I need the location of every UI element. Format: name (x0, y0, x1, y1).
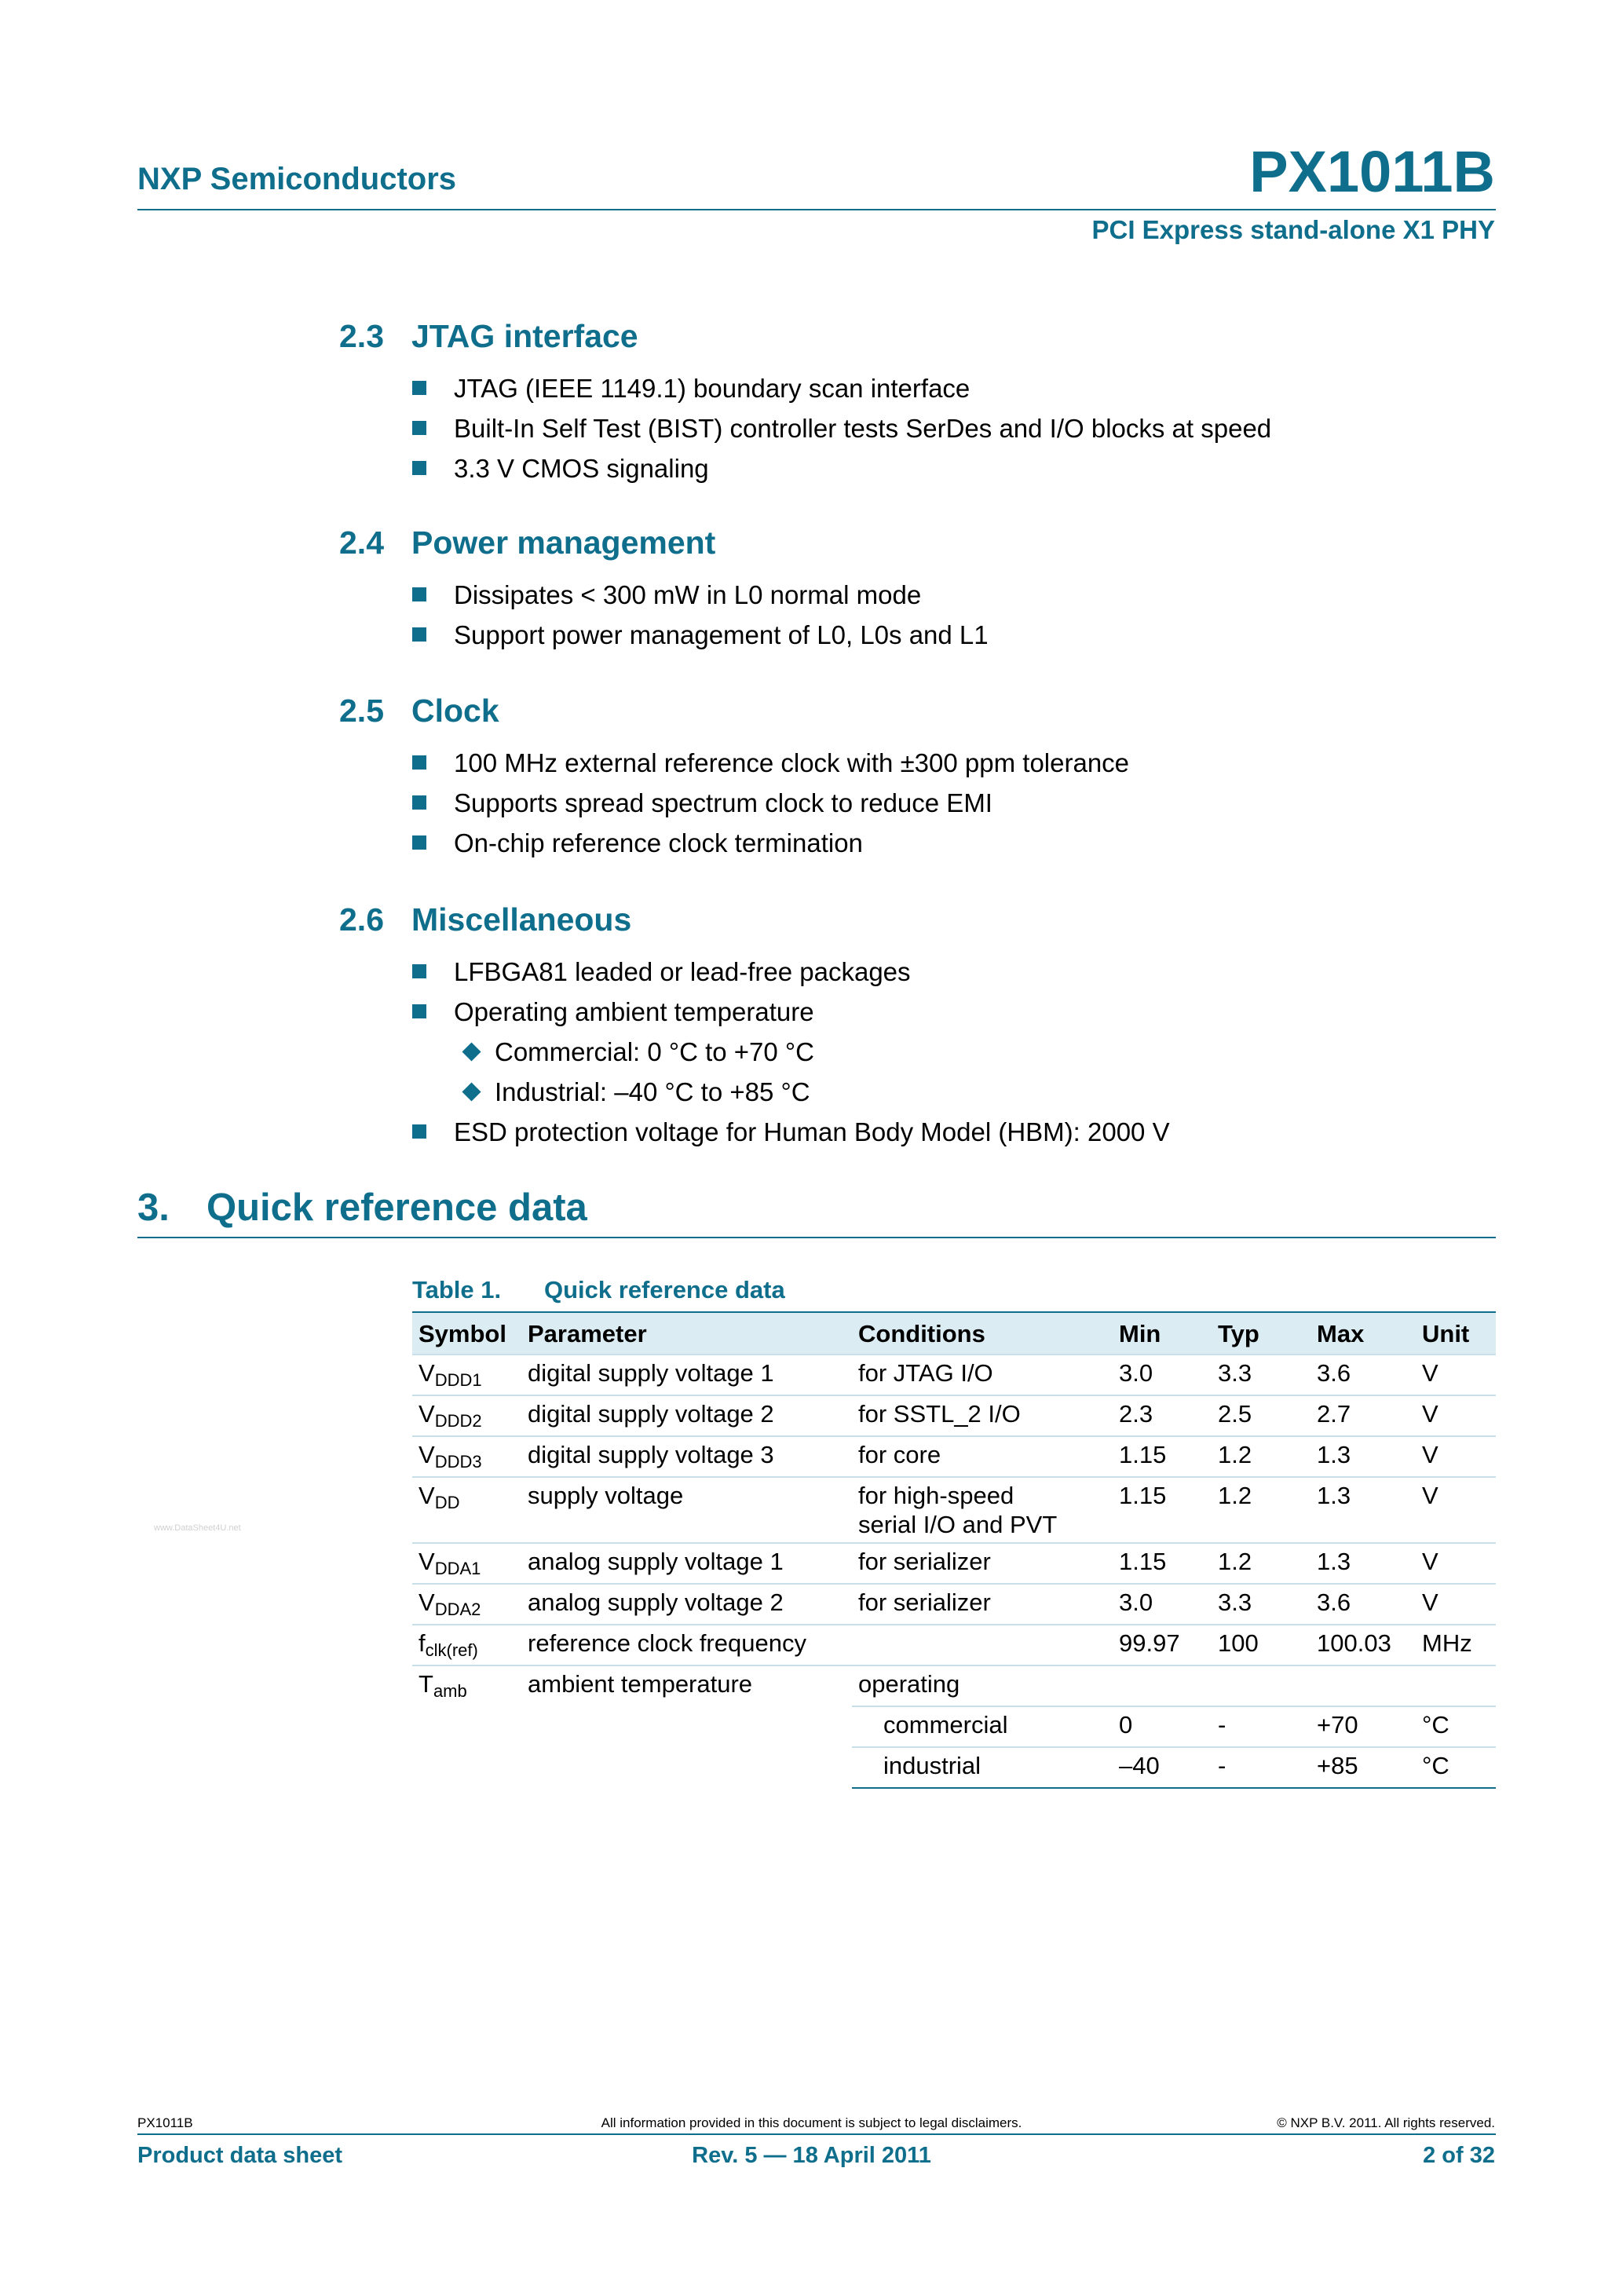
cell-parameter: digital supply voltage 2 (521, 1395, 852, 1436)
cell-symbol: $V_{DD}$ (412, 1477, 521, 1543)
square-bullet-icon (412, 835, 426, 850)
square-bullet-icon (412, 795, 426, 810)
cell-typ: 100 (1212, 1625, 1310, 1665)
cell-min: 3.0 (1113, 1355, 1212, 1395)
cell-min: 3.0 (1113, 1584, 1212, 1625)
cell-conditions: operating (852, 1665, 1113, 1706)
section-number: 3. (137, 1186, 170, 1229)
cell-typ: 1.2 (1212, 1477, 1310, 1543)
cell-parameter: supply voltage (521, 1477, 852, 1543)
cell-parameter: reference clock frequency (521, 1625, 852, 1665)
square-bullet-icon (412, 755, 426, 770)
cell-conditions: for SSTL_2 I/O (852, 1395, 1113, 1436)
cell-min: 1.15 (1113, 1436, 1212, 1477)
table-row (412, 1665, 1496, 1706)
cell-conditions: commercial (852, 1706, 1113, 1747)
section-title: Miscellaneous (411, 901, 632, 938)
footer-doc-id: PX1011B (137, 2115, 193, 2130)
footer-doc-type: Product data sheet (137, 2143, 343, 2168)
cell-symbol: $V_{DDA1}$ (412, 1543, 521, 1584)
cell-max: 2.7 (1310, 1395, 1416, 1436)
section-heading-misc (339, 901, 631, 938)
cell-symbol: $f_{clk(ref)}$ (412, 1625, 521, 1665)
footer-rule (137, 2133, 1496, 2135)
table-row (412, 1436, 1496, 1477)
square-bullet-icon (412, 1004, 426, 1018)
column-header-symbol: Symbol (412, 1312, 521, 1355)
cell-symbol: $V_{DDD1}$ (412, 1355, 521, 1395)
cell-typ: 2.5 (1212, 1395, 1310, 1436)
diamond-bullet-icon (462, 1082, 481, 1101)
column-header-min: Min (1113, 1312, 1212, 1355)
footer-copyright: © NXP B.V. 2011. All rights reserved. (1277, 2115, 1495, 2130)
cell-unit: °C (1416, 1706, 1496, 1747)
cell-typ: 1.2 (1212, 1436, 1310, 1477)
section-title: Clock (411, 693, 499, 729)
section-heading-clock (339, 693, 499, 729)
column-header-conditions: Conditions (852, 1312, 1113, 1355)
cell-conditions: for serializer (852, 1584, 1113, 1625)
table-row (412, 1477, 1496, 1543)
cell-unit: V (1416, 1436, 1496, 1477)
table-row (412, 1625, 1496, 1665)
cell-conditions (852, 1625, 1113, 1665)
cell-unit: V (1416, 1395, 1496, 1436)
cell-conditions: for JTAG I/O (852, 1355, 1113, 1395)
square-bullet-icon (412, 421, 426, 435)
column-header-parameter: Parameter (521, 1312, 852, 1355)
cell-max: 3.6 (1310, 1584, 1416, 1625)
section-number: 2.3 (339, 318, 384, 354)
cell-min: 99.97 (1113, 1625, 1212, 1665)
square-bullet-icon (412, 964, 426, 978)
footer-revision: Rev. 5 — 18 April 2011 (692, 2143, 931, 2168)
cell-conditions: for high-speed serial I/O and PVT (852, 1477, 1113, 1543)
table-caption (412, 1276, 785, 1304)
cell-max: +85 (1310, 1747, 1416, 1788)
cell-min: 1.15 (1113, 1543, 1212, 1584)
footer-disclaimer: All information provided in this document is subject to legal disclaimers. (601, 2115, 1022, 2130)
cell-unit: V (1416, 1584, 1496, 1625)
cell-symbol: $V_{DDA2}$ (412, 1584, 521, 1625)
cell-unit: V (1416, 1355, 1496, 1395)
cell-min: –40 (1113, 1747, 1212, 1788)
cell-min: 0 (1113, 1706, 1212, 1747)
cell-unit: V (1416, 1543, 1496, 1584)
cell-symbol: $T_{amb}$ (412, 1665, 521, 1788)
section-number: 2.5 (339, 693, 384, 729)
cell-typ: 1.2 (1212, 1543, 1310, 1584)
datasheet-page: NXP Semiconductors PX1011B PCI Express stand-alone X1 PHY 2.3 JTAG interface JTAG (IEEE 1149.1) boundary scan interface Built-In Self Test (BIST) controller tests SerDes and I/O blocks at speed 3.3 V CMOS signaling 2.4 Power management Dissipates < 300 mW in L0 normal mode Support power management of L0, L0s and L1 2.5 Clock 100 MHz external reference clock with ±300 ppm tolerance Supports spread spectrum clock to reduce EMI On-chip reference clock termination 2.6 Miscellaneous LFBGA81 leaded or lead-free packages Operating ambient temperature Commercial: 0 °C to +70 °C Industrial: –40 °C to +85 °C ESD protection voltage for Human Body Model (HBM): 2000 V 3. Quick reference data Table 1. Quick reference data Symbol Parameter Conditions Min Typ Max Unit $V_{DDD1}$ digital supply voltage 1 for JTAG I/O 3.0 3.3 3.6 V $V_{DDD2}$ digital supply voltage 2 for SSTL_2 I/O 2.3 2.5 2.7 V $V_{DDD3}$ digital supply voltage 3 for core 1.15 1.2 1.3 V $V_{DD}$ supply voltage for high-speed serial I/O and PVT 1.15 1.2 1.3 V $V_{DDA1}$ analog supply voltage 1 for serializer 1.15 1.2 1.3 V $V_{DDA2}$ analog supply voltage 2 for serializer 3.0 3.3 3.6 V $f_{clk(ref)}$ reference clock frequency 99.97 100 100.03 MHz $T_{amb}$ ambient temperature operating commercial 0 - +70 °C industrial –40 - +85 °C www.DataSheet4U.net PX1011B All information provided in this document is subject to legal disclaimers. © NXP B.V. 2011. All rights reserved. Product data sheet Rev. 5 — 18 April 2011 2 of 32 (0, 0, 1623, 2296)
cell-parameter: digital supply voltage 3 (521, 1436, 852, 1477)
cell-unit: °C (1416, 1747, 1496, 1788)
section-title: Power management (411, 525, 716, 561)
cell-min: 2.3 (1113, 1395, 1212, 1436)
cell-symbol: $V_{DDD2}$ (412, 1395, 521, 1436)
section-heading-power (339, 525, 715, 561)
cell-parameter: analog supply voltage 2 (521, 1584, 852, 1625)
table-caption-title: Quick reference data (544, 1276, 785, 1303)
cell-conditions: for core (852, 1436, 1113, 1477)
section-heading-quick-ref (137, 1186, 587, 1230)
square-bullet-icon (412, 461, 426, 475)
square-bullet-icon (412, 627, 426, 642)
cell-max: 3.6 (1310, 1355, 1416, 1395)
section-rule (137, 1237, 1496, 1238)
square-bullet-icon (412, 381, 426, 395)
cell-typ (1212, 1665, 1310, 1706)
cell-unit (1416, 1665, 1496, 1706)
table-caption-label: Table 1. (412, 1276, 502, 1303)
table-row (412, 1395, 1496, 1436)
section-number: 2.6 (339, 901, 384, 938)
header-rule (137, 209, 1496, 210)
watermark-text: www.DataSheet4U.net (154, 1523, 241, 1533)
company-name: NXP Semiconductors (137, 162, 457, 196)
cell-parameter: ambient temperature (521, 1665, 852, 1788)
square-bullet-icon (412, 587, 426, 601)
cell-parameter: digital supply voltage 1 (521, 1355, 852, 1395)
cell-max (1310, 1665, 1416, 1706)
column-header-unit: Unit (1416, 1312, 1496, 1355)
cell-typ: - (1212, 1747, 1310, 1788)
cell-unit: V (1416, 1477, 1496, 1543)
table-row (412, 1543, 1496, 1584)
column-header-max: Max (1310, 1312, 1416, 1355)
cell-conditions: industrial (852, 1747, 1113, 1788)
square-bullet-icon (412, 1124, 426, 1139)
column-header-typ: Typ (1212, 1312, 1310, 1355)
cell-typ: 3.3 (1212, 1584, 1310, 1625)
cell-max: 1.3 (1310, 1436, 1416, 1477)
cell-min (1113, 1665, 1212, 1706)
section-title: JTAG interface (411, 318, 638, 354)
section-heading-jtag (339, 318, 638, 355)
cell-max: 1.3 (1310, 1543, 1416, 1584)
table-header-row (412, 1312, 1496, 1355)
section-number: 2.4 (339, 525, 384, 561)
cell-max: +70 (1310, 1706, 1416, 1747)
table-row (412, 1355, 1496, 1395)
quick-reference-table (412, 1311, 1496, 1789)
cell-max: 100.03 (1310, 1625, 1416, 1665)
product-subtitle: PCI Express stand-alone X1 PHY (1091, 215, 1495, 244)
cell-typ: - (1212, 1706, 1310, 1747)
cell-max: 1.3 (1310, 1477, 1416, 1543)
cell-conditions: for serializer (852, 1543, 1113, 1584)
table-row (412, 1584, 1496, 1625)
product-name: PX1011B (1249, 139, 1495, 204)
cell-parameter: analog supply voltage 1 (521, 1543, 852, 1584)
diamond-bullet-icon (462, 1042, 481, 1061)
cell-min: 1.15 (1113, 1477, 1212, 1543)
section-title: Quick reference data (207, 1186, 587, 1229)
cell-symbol: $V_{DDD3}$ (412, 1436, 521, 1477)
footer-page-number: 2 of 32 (1423, 2143, 1495, 2168)
cell-unit: MHz (1416, 1625, 1496, 1665)
cell-typ: 3.3 (1212, 1355, 1310, 1395)
